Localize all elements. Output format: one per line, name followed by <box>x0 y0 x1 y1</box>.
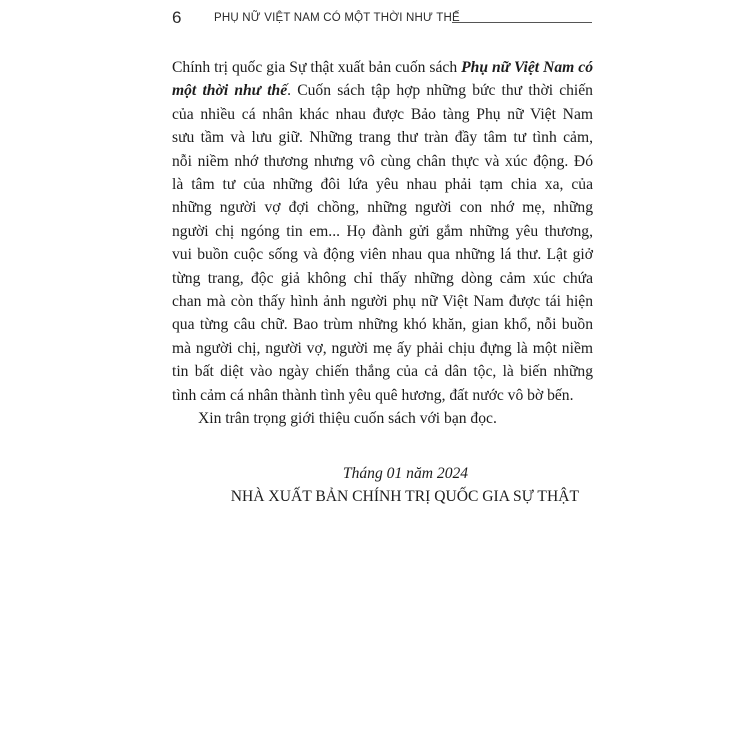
text-line: nỗi niềm nhớ thương nhưng vô cùng chân thực và xúc động. Đó <box>172 152 593 170</box>
text-line: là tâm tư của những đôi lứa yêu nhau phải tạm chia xa, của <box>172 176 593 194</box>
text-line: người chị ngóng tin em... Họ đành gửi gắm những yêu thương, <box>172 222 593 240</box>
header-rule <box>452 22 592 23</box>
text-line: sưu tầm và lưu giữ. Những trang thư tràn đầy tâm tư tình cảm, <box>172 129 593 147</box>
signature-publisher: NHÀ XUẤT BẢN CHÍNH TRỊ QUỐC GIA SỰ THẬT <box>230 488 579 505</box>
closing-sentence: Xin trân trọng giới thiệu cuốn sách với bạn đọc. <box>198 410 497 428</box>
running-title: PHỤ NỮ VIỆT NAM CÓ MỘT THỜI NHƯ THẾ <box>214 12 460 24</box>
body-paragraph <box>172 56 593 431</box>
text-line: qua từng câu chữ. Bao trùm những khó khăn, gian khổ, nỗi buồn <box>172 316 593 334</box>
text-line <box>172 79 593 102</box>
signature-date: Tháng 01 năm 2024 <box>342 465 469 482</box>
book-title-part-2: một thời như thế <box>172 82 288 100</box>
text-line: tin bất diệt vào ngày chiến thắng của cả dân tộc, là biến những <box>172 363 593 381</box>
text-line: từng trang, độc giả không chỉ thấy những dòng cảm xúc chứa <box>172 269 593 287</box>
page-number: 6 <box>172 8 182 27</box>
signature-block <box>172 462 593 508</box>
text-segment: . Cuốn sách tập hợp những bức thư thời chiến <box>287 82 593 100</box>
text-line: mà người chị, người vợ, người mẹ ấy phải chịu đựng là một niềm <box>172 339 593 357</box>
text-line: vui buồn cuộc sống và động viên nhau qua những lá thư. Lật giở <box>172 246 593 264</box>
text-line: tình cảm cá nhân thành tình yêu quê hương, đất nước vô bờ bến. <box>172 386 574 404</box>
text-line <box>172 56 593 79</box>
book-title-part-1: Phụ nữ Việt Nam có <box>461 59 593 76</box>
text-line: những người vợ đợi chồng, những người con nhớ mẹ, những <box>172 199 593 217</box>
text-segment: Chính trị quốc gia Sự thật xuất bản cuốn sách <box>172 59 462 76</box>
text-line: chan mà còn thấy hình ảnh người phụ nữ Việt Nam được tái hiện <box>172 293 593 311</box>
text-line: của nhiều cá nhân khác nhau được Bảo tàng Phụ nữ Việt Nam <box>172 105 593 123</box>
